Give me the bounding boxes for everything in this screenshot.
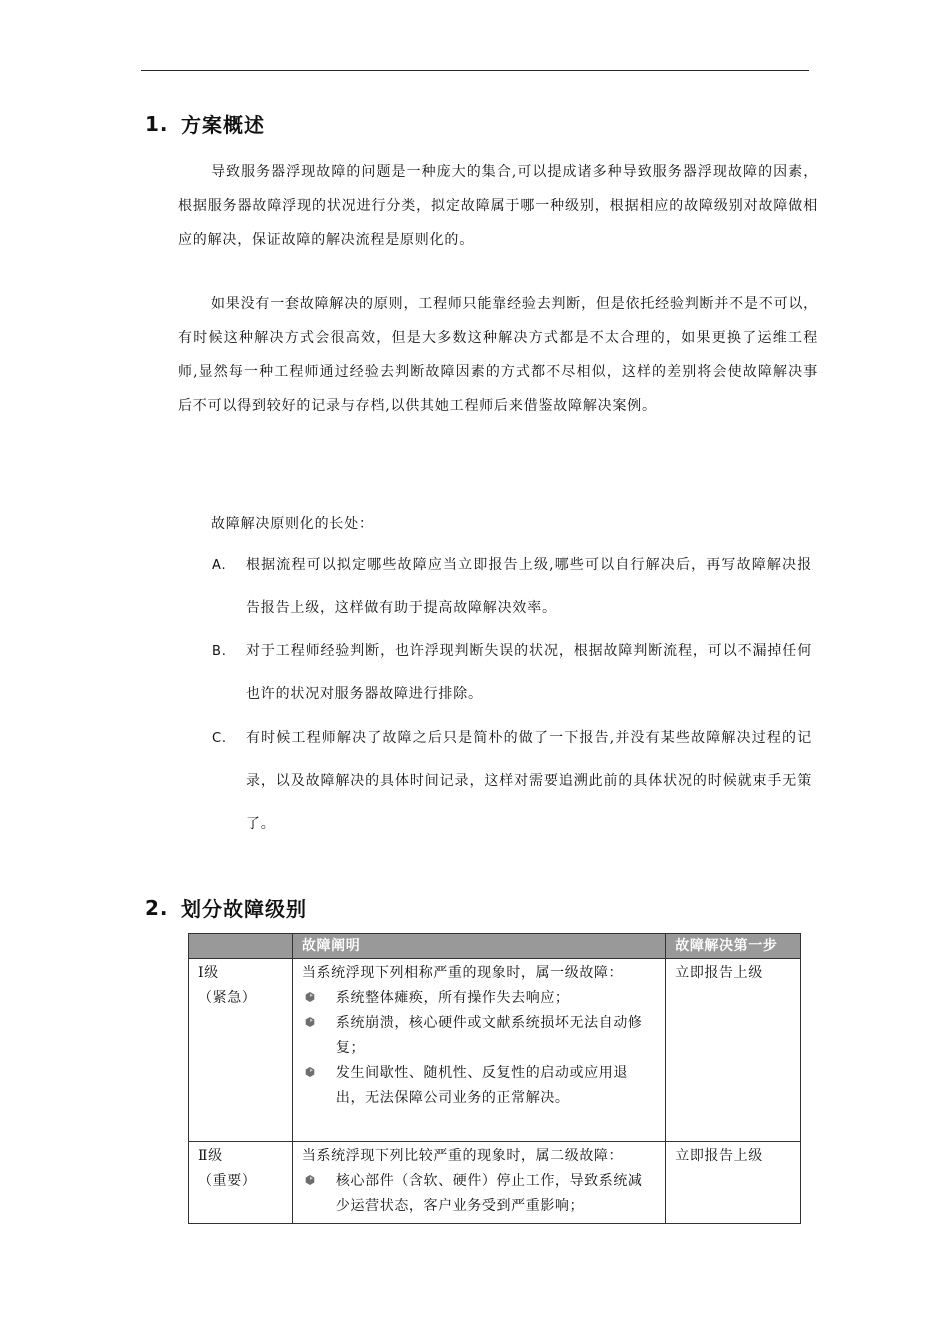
- list-text-c: 有时候工程师解决了故障之后只是简朴的做了一下报告,并没有某些故障解决过程的记录，以及故障解决的具体时间记录，这样对需要追溯此前的具体状况的时候就束手无策了。: [246, 730, 812, 832]
- bullet-text: 系统崩溃，核心硬件或文献系统损坏无法自动修复；: [335, 1015, 643, 1056]
- list-item: [302, 1169, 656, 1219]
- level-cell-1: [189, 959, 293, 1142]
- paragraph-overview-2: 如果没有一套故障解决的原则，工程师只能靠经验去判断，但是依托经验判断并不是不可以，有时候这种解决方式会很高效，但是大多数这种解决方式都是不太合理的，如果更换了运维工程师,显然每一种工程师通过经验去判断故障因素的方式都不尽相似，这样的差别将会使故障解决事后不可以得到较好的记录与存档,以供其她工程师后来借鉴故障解决案例。: [178, 296, 818, 414]
- bullet-icon: [305, 1067, 315, 1077]
- list-text-a: 根据流程可以拟定哪些故障应当立即报告上级,哪些可以自行解决后，再写故障解决报告报告上级，这样做有助于提高故障解决效率。: [246, 557, 812, 616]
- paragraph-benefits-intro: 故障解决原则化的长处：: [211, 516, 374, 532]
- level-note: （重要）: [198, 1173, 257, 1189]
- section-2-heading: [145, 893, 307, 922]
- paragraph-overview-1: 导致服务器浮现故障的问题是一种庞大的集合,可以提成诸多种导致服务器浮现故障的因素，根据服务器故障浮现的状况进行分类，拟定故障属于哪一种级别，根据相应的故障级别对故障做相应的解决，保证故障的解决流程是原则化的。: [178, 164, 818, 248]
- description-cell-1: [292, 959, 665, 1142]
- list-item-a: [212, 544, 812, 630]
- list-text-b: 对于工程师经验判断，也许浮现判断失误的状况，根据故障判断流程，可以不漏掉任何也许的状况对服务器故障进行排除。: [246, 643, 812, 702]
- header-cell-description: 故障阐明: [292, 934, 665, 959]
- table-row: [189, 959, 801, 1142]
- level-label: Ⅰ级: [198, 965, 219, 981]
- description-intro: 当系统浮现下列比较严重的现象时，属二级故障：: [301, 1148, 624, 1164]
- header-cell-first-step: 故障解决第一步: [666, 934, 801, 959]
- list-marker-c: C.: [212, 731, 227, 746]
- level-note: （紧急）: [198, 990, 257, 1006]
- bullet-text: 发生间歇性、随机性、反复性的启动或应用退出，无法保障公司业务的正常解决。: [335, 1065, 628, 1106]
- header-rule: [141, 70, 809, 71]
- bullet-text: 核心部件（含软、硬件）停止工作，导致系统减少运营状态，客户业务受到严重影响；: [335, 1173, 643, 1214]
- list-item: [302, 1061, 656, 1111]
- section-2-number: 2.: [145, 895, 169, 920]
- header-cell-blank: [189, 934, 293, 959]
- action-cell-2: 立即报告上级: [666, 1142, 801, 1224]
- table-row: [189, 1142, 801, 1224]
- list-item: [302, 1011, 656, 1061]
- section-2-title: 划分故障级别: [181, 897, 307, 921]
- action-cell-1: 立即报告上级: [666, 959, 801, 1142]
- section-1-title: 方案概述: [181, 113, 265, 137]
- bullet-icon: [305, 1175, 315, 1185]
- bullet-text: 系统整体瘫痪，所有操作失去响应；: [335, 990, 570, 1006]
- section-1-heading: [145, 109, 265, 138]
- list-item-c: [212, 717, 812, 846]
- level-label: Ⅱ级: [198, 1148, 223, 1164]
- bullet-icon: [305, 1017, 315, 1027]
- level-cell-2: [189, 1142, 293, 1224]
- list-marker-b: B.: [212, 644, 227, 659]
- table-header-row: [189, 934, 801, 959]
- fault-level-table: [188, 933, 801, 1224]
- list-marker-a: A.: [212, 558, 227, 573]
- list-item: [302, 986, 656, 1011]
- list-item-b: [212, 630, 812, 716]
- bullet-icon: [305, 992, 315, 1002]
- section-1-number: 1.: [145, 111, 169, 136]
- description-intro: 当系统浮现下列相称严重的现象时，属一级故障：: [301, 965, 624, 981]
- description-cell-2: [292, 1142, 665, 1224]
